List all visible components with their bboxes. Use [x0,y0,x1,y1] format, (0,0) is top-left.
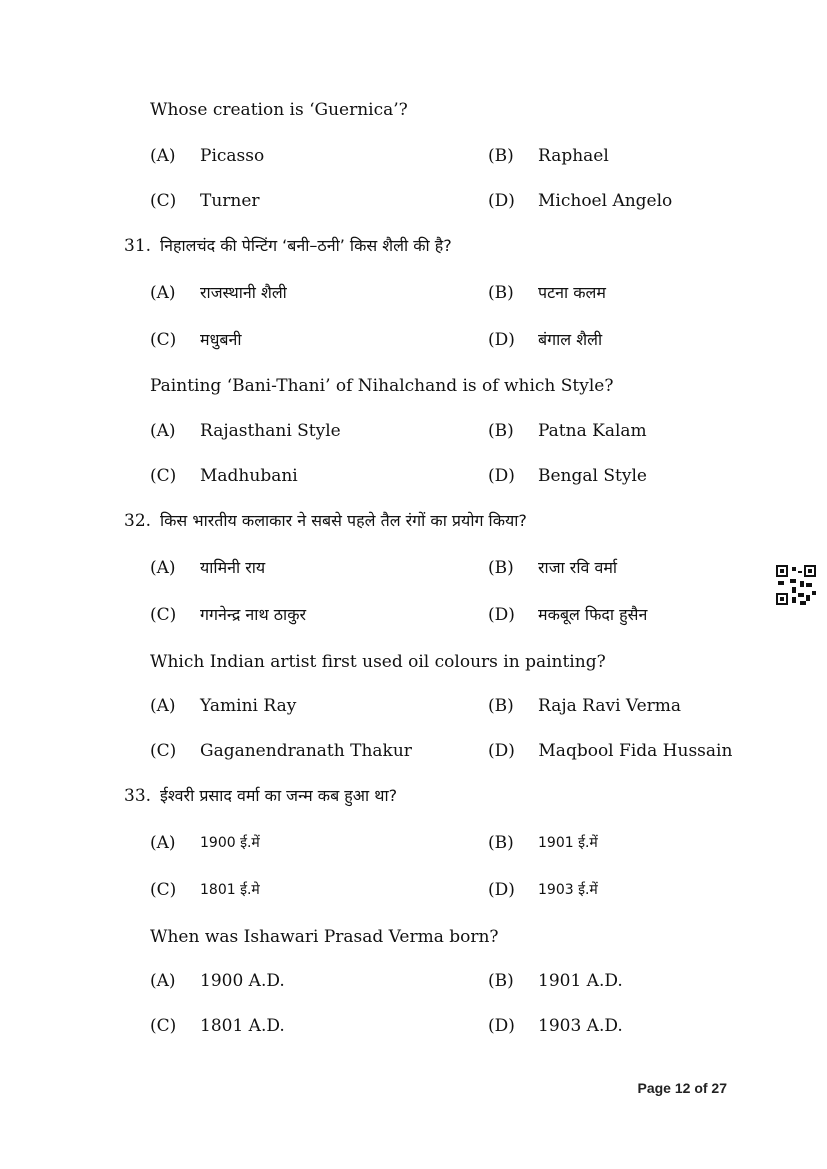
page-current: 12 [674,1080,691,1096]
option-label: (D) [488,880,515,900]
option-label: (B) [488,283,514,303]
option-label: (C) [150,330,177,350]
question-number: 31. [124,236,152,256]
option-label: (A) [150,283,176,303]
option-text: Bengal Style [538,466,647,486]
option-label: (B) [488,146,514,166]
option-text: Rajasthani Style [200,421,341,441]
option-text: राजा रवि वर्मा [538,558,618,577]
qr-code-icon [776,565,816,605]
option-label: (D) [488,741,515,761]
option-text: Raphael [538,146,609,166]
option-text: Gaganendranath Thakur [200,741,412,761]
option-text: 1801 A.D. [200,1016,285,1036]
option-text: पटना कलम [538,283,606,302]
page-number [637,1080,727,1096]
option-label: (D) [488,605,515,625]
option-text: Yamini Ray [200,696,297,716]
question-text: ईश्वरी प्रसाद वर्मा का जन्म कब हुआ था? [160,786,398,805]
option-label: (B) [488,696,514,716]
option-label: (D) [488,466,515,486]
question-text: किस भारतीय कलाकार ने सबसे पहले तैल रंगों का प्रयोग किया? [160,511,527,530]
option-text: 1900 ई.में [200,835,260,851]
option-text: Madhubani [200,466,298,486]
option-label: (D) [488,330,515,350]
option-text: 1903 A.D. [538,1016,623,1036]
option-label: (A) [150,833,176,853]
option-label: (C) [150,741,177,761]
question-text: Whose creation is ‘Guernica’? [150,100,408,120]
option-text: Turner [200,191,260,211]
question-number: 32. [124,511,152,531]
option-label: (B) [488,558,514,578]
option-label: (A) [150,696,176,716]
option-label: (B) [488,833,514,853]
option-label: (A) [150,421,176,441]
option-text: Michoel Angelo [538,191,673,211]
option-label: (C) [150,191,177,211]
question-number: 33. [124,786,152,806]
option-label: (A) [150,558,176,578]
option-text: बंगाल शैली [538,330,603,349]
page-of-word: of [694,1080,708,1096]
option-text: Maqbool Fida Hussain [533,741,733,761]
option-text: Picasso [200,146,265,166]
option-label: (C) [150,605,177,625]
page-total: 27 [711,1080,727,1096]
option-label: (D) [488,191,515,211]
option-text: 1801 ई.मे [200,882,260,898]
option-label: (D) [488,1016,515,1036]
option-label: (A) [150,146,176,166]
question-text: Which Indian artist first used oil colours in painting? [150,652,606,672]
option-text: 1903 ई.में [538,882,598,898]
option-text: 1900 A.D. [200,971,285,991]
question-text: When was Ishawari Prasad Verma born? [150,927,499,947]
option-text: मकबूल फिदा हुसैन [538,605,648,624]
option-text: गगनेन्द्र नाथ ठाकुर [200,605,307,624]
option-text: 1901 A.D. [538,971,623,991]
option-label: (B) [488,971,514,991]
option-label: (A) [150,971,176,991]
option-label: (C) [150,466,177,486]
option-text: Patna Kalam [538,421,647,441]
option-label: (B) [488,421,514,441]
option-text: राजस्थानी शैली [200,283,287,302]
page-word: Page [637,1080,671,1096]
option-text: 1901 ई.में [538,835,598,851]
option-label: (C) [150,1016,177,1036]
option-text: Raja Ravi Verma [538,696,682,716]
option-text: मधुबनी [200,330,242,349]
question-text: Painting ‘Bani-Thani’ of Nihalchand is of which Style? [150,376,614,396]
question-text: निहालचंद की पेन्टिंग ‘बनी–ठनी’ किस शैली की है? [160,236,452,255]
option-text: यामिनी राय [200,558,266,577]
option-label: (C) [150,880,177,900]
